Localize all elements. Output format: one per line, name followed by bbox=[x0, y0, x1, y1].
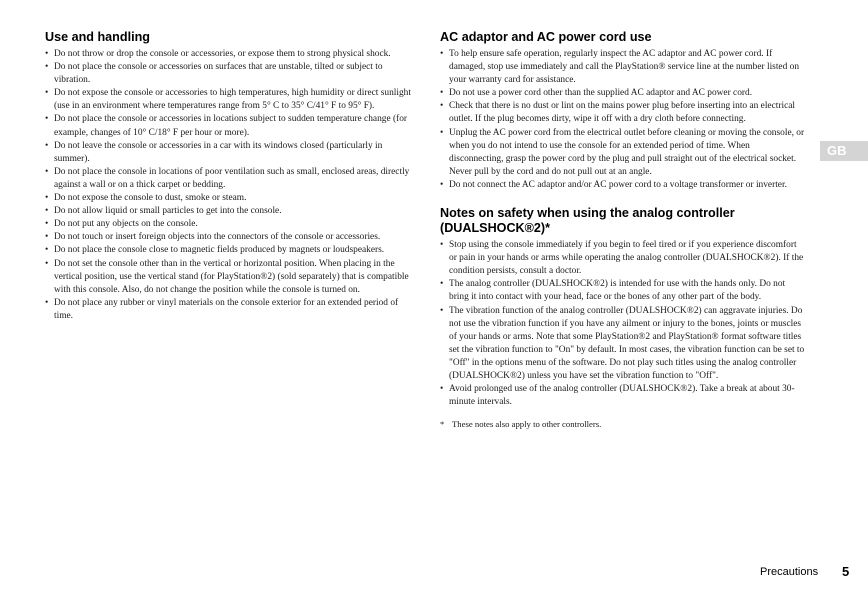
list-item: • Do not put any objects on the console. bbox=[45, 218, 413, 231]
list-item: • Do not leave the console or accessories in a car with its windows closed (particularly in summer). bbox=[45, 140, 413, 166]
list-item: • Do not place the console or accessories in locations subject to sudden temperature change (for example, changes of 10° C/18° F per hour or more). bbox=[45, 113, 413, 139]
list-item: • Do not place any rubber or vinyl materials on the console exterior for an extended period of time. bbox=[45, 297, 413, 323]
footer-section-title: Precautions bbox=[760, 566, 819, 578]
list-item: • Do not use a power cord other than the supplied AC adaptor and AC power cord. bbox=[440, 87, 806, 100]
ac-adaptor-list bbox=[440, 48, 806, 192]
list-item: • Avoid prolonged use of the analog controller (DUALSHOCK®2). Take a break at about 30-minute intervals. bbox=[440, 383, 806, 409]
list-item: • Do not connect the AC adaptor and/or AC power cord to a voltage transformer or inverter. bbox=[440, 179, 806, 192]
list-item: • Do not allow liquid or small particles to get into the console. bbox=[45, 205, 413, 218]
analog-controller-list bbox=[440, 239, 806, 409]
list-item: • Do not set the console other than in the vertical or horizontal position. When placing in the vertical position, use the vertical stand (for PlayStation®2) (sold separately) that is compatible with this console. Also, do not change the position while the console is turned on. bbox=[45, 258, 413, 297]
list-item: • To help ensure safe operation, regularly inspect the AC adaptor and AC power cord. If damaged, stop use immediately and call the PlayStation® service line at the number listed on your warranty card for assistance. bbox=[440, 48, 806, 87]
list-item: • Do not expose the console or accessories to high temperatures, high humidity or direct sunlight (use in an environment where temperatures range from 5° C to 35° C/41° F to 95° F). bbox=[45, 87, 413, 113]
list-item: • The vibration function of the analog controller (DUALSHOCK®2) can aggravate injuries. Do not use the vibration function if you have any ailment or injury to the bones, joints or muscles of your hands or arms. Note that some PlayStation®2 and PlayStation® format software titles set the vibration function to "On" by default. In most cases, the vibration function can be set to "Off" in the options menu of the software. Do not play such titles using the analog controller (DUALSHOCK®2) unless you have set the vibration function to "Off". bbox=[440, 305, 806, 384]
list-item: • The analog controller (DUALSHOCK®2) is intended for use with the hands only. Do not bring it into contact with your head, face or the bones of any other part of the body. bbox=[440, 278, 806, 304]
list-item: • Do not expose the console to dust, smoke or steam. bbox=[45, 192, 413, 205]
footnote bbox=[440, 418, 806, 430]
section-heading-ac-adaptor: AC adaptor and AC power cord use bbox=[440, 30, 652, 44]
section-heading-analog-controller: Notes on safety when using the analog controller (DUALSHOCK®2)* bbox=[440, 206, 735, 236]
page-number: 5 bbox=[842, 564, 850, 579]
list-item: • Stop using the console immediately if you begin to feel tired or if you experience discomfort or pain in your hands or arms while operating the analog controller (DUALSHOCK®2). If the condition persists, consult a doctor. bbox=[440, 239, 806, 278]
list-item: • Do not throw or drop the console or accessories, or expose them to strong physical shock. bbox=[45, 48, 413, 61]
list-item: • Do not place the console or accessories on surfaces that are unstable, tilted or subject to vibration. bbox=[45, 61, 413, 87]
list-item: • Unplug the AC power cord from the electrical outlet before cleaning or moving the console, or when you do not intend to use the console for an extended period of time. When disconnecting, grasp the power cord by the plug and pull straight out of the electrical socket. Never pull by the cord and do not pull out at an angle. bbox=[440, 127, 806, 179]
right-column bbox=[440, 30, 806, 430]
footnote-mark: * bbox=[440, 419, 445, 430]
list-item: • Check that there is no dust or lint on the mains power plug before inserting into an electrical outlet. If the plug becomes dirty, wipe it off with a dry cloth before connecting. bbox=[440, 100, 806, 126]
list-item: • Do not touch or insert foreign objects into the connectors of the console or accessories. bbox=[45, 231, 413, 244]
language-tab-gb: GB bbox=[820, 141, 868, 161]
use-and-handling-list bbox=[45, 48, 413, 323]
list-item: • Do not place the console close to magnetic fields produced by magnets or loudspeakers. bbox=[45, 244, 413, 257]
list-item: • Do not place the console in locations of poor ventilation such as small, enclosed areas, directly against a wall or on a thick carpet or bedding. bbox=[45, 166, 413, 192]
section-heading-use-and-handling: Use and handling bbox=[45, 30, 150, 44]
footnote-text: These notes also apply to other controllers. bbox=[452, 419, 602, 430]
left-column bbox=[45, 30, 413, 323]
